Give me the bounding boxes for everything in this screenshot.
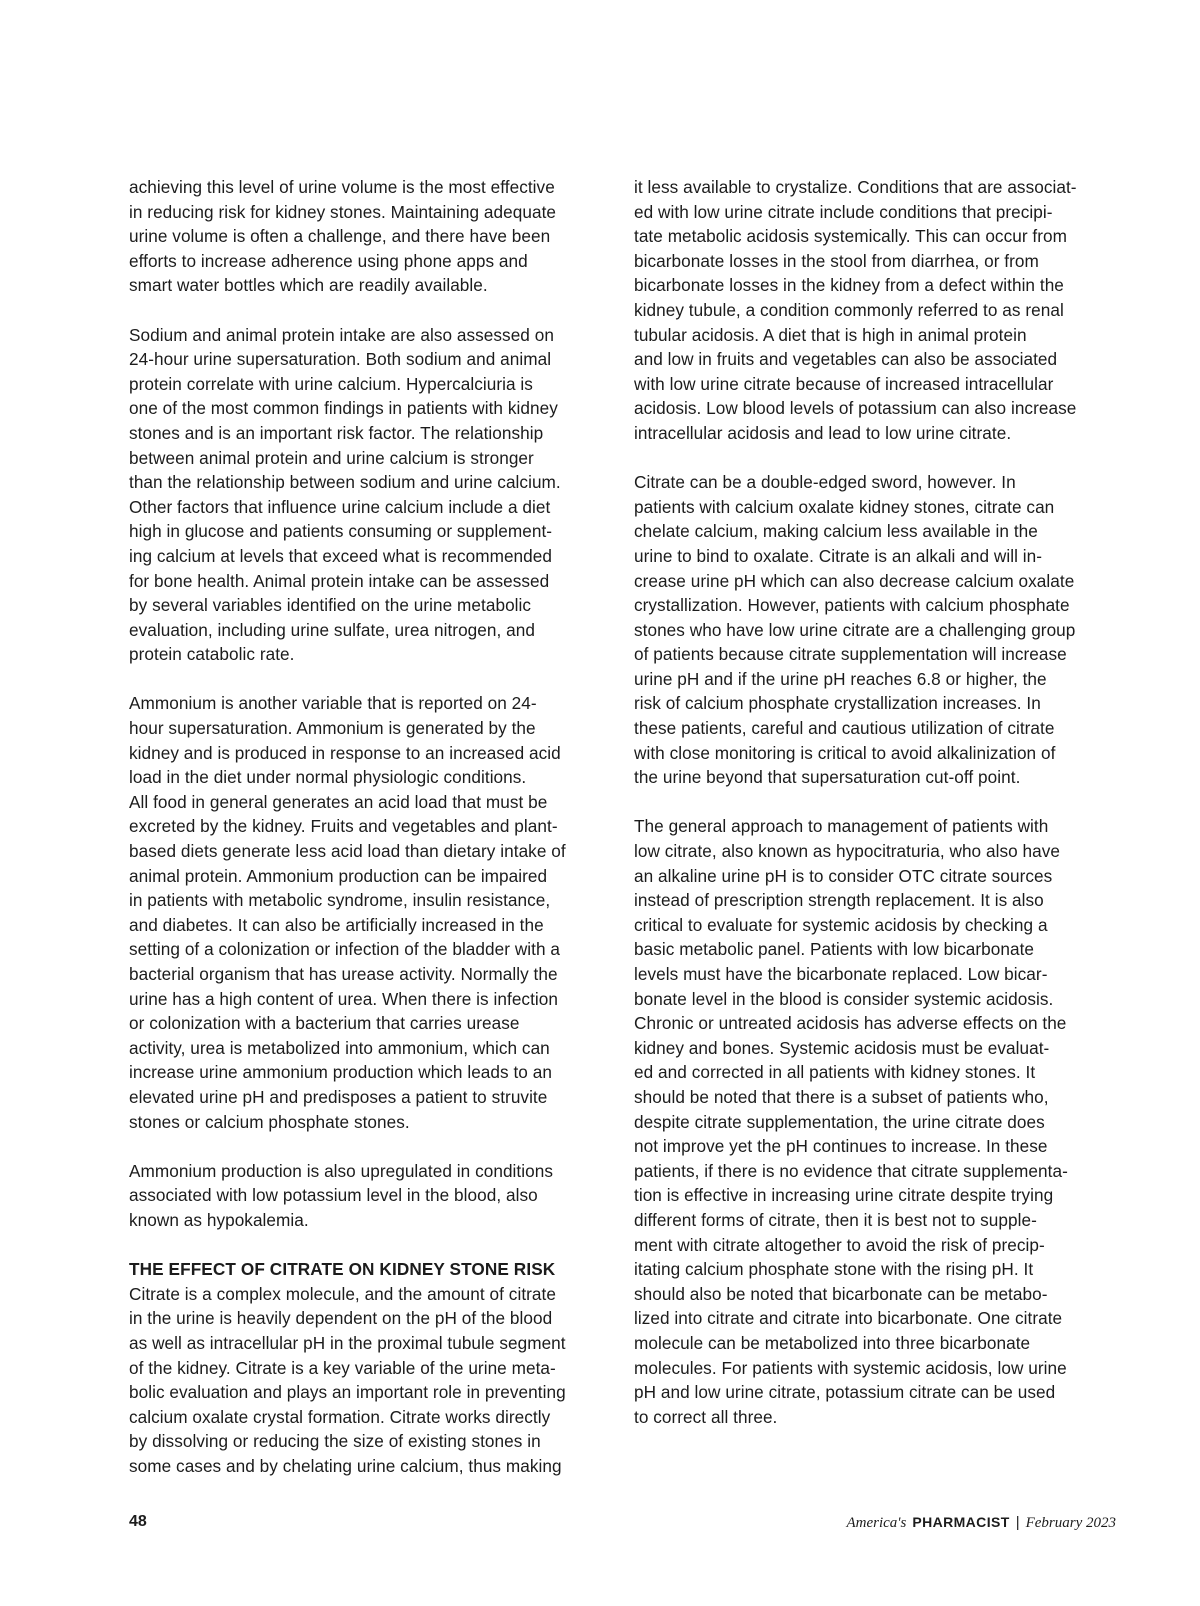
paragraph: [634, 814, 1124, 1429]
text-line: patients with calcium oxalate kidney stones, citrate can: [634, 496, 1055, 517]
text-line: than the relationship between sodium and urine calcium.: [129, 472, 561, 493]
text-line: with low urine citrate because of increased intracellular: [634, 373, 1054, 394]
text-line: The general approach to management of patients with: [634, 816, 1049, 837]
text-line: crystallization. However, patients with calcium phosphate: [634, 595, 1070, 616]
text-line: protein catabolic rate.: [129, 644, 295, 665]
text-line: these patients, careful and cautious utilization of citrate: [634, 718, 1055, 739]
text-line: Citrate is a complex molecule, and the amount of citrate: [129, 1283, 556, 1304]
text-line: protein correlate with urine calcium. Hypercalciuria is: [129, 373, 533, 394]
text-line: ed with low urine citrate include conditions that precipi-: [634, 201, 1053, 222]
section-heading: THE EFFECT OF CITRATE ON KIDNEY STONE RISK: [129, 1259, 556, 1280]
text-line: All food in general generates an acid load that must be: [129, 791, 548, 812]
text-line: achieving this level of urine volume is the most effective: [129, 177, 555, 197]
text-line: molecules. For patients with systemic acidosis, low urine: [634, 1357, 1067, 1378]
magazine-name: America's: [846, 1515, 907, 1531]
text-line: stones or calcium phosphate stones.: [129, 1111, 410, 1132]
text-line: as well as intracellular pH in the proximal tubule segment: [129, 1332, 566, 1353]
text-line: with close monitoring is critical to avoid alkalinization of: [634, 742, 1056, 763]
text-line: excreted by the kidney. Fruits and vegetables and plant-: [129, 816, 558, 837]
text-line: should also be noted that bicarbonate can be metabo-: [634, 1283, 1048, 1304]
text-line: of the kidney. Citrate is a key variable of the urine meta-: [129, 1357, 556, 1378]
text-line: should be noted that there is a subset of patients who,: [634, 1086, 1049, 1107]
text-line: tubular acidosis. A diet that is high in animal protein: [634, 324, 1027, 345]
text-line: crease urine pH which can also decrease calcium oxalate: [634, 570, 1075, 591]
issue-date: February 2023: [1025, 1515, 1116, 1531]
text-line: smart water bottles which are readily available.: [129, 275, 488, 296]
text-line: known as hypokalemia.: [129, 1209, 309, 1230]
text-line: kidney and is produced in response to an increased acid: [129, 742, 561, 763]
paragraph: [129, 1159, 619, 1233]
text-line: efforts to increase adherence using phone apps and: [129, 250, 528, 271]
text-line: levels must have the bicarbonate replaced. Low bicar-: [634, 964, 1048, 984]
text-line: different forms of citrate, then it is best not to supple-: [634, 1209, 1037, 1230]
text-line: of patients because citrate supplementation will increase: [634, 644, 1067, 665]
text-line: not improve yet the pH continues to increase. In these: [634, 1136, 1048, 1157]
text-line: tion is effective in increasing urine citrate despite trying: [634, 1185, 1054, 1206]
text-line: Sodium and animal protein intake are also assessed on: [129, 324, 554, 345]
magazine-masthead: [846, 1512, 1116, 1533]
text-line: itating calcium phosphate stone with the rising pH. It: [634, 1259, 1034, 1280]
paragraph: [129, 691, 619, 1134]
text-line: based diets generate less acid load than dietary intake of: [129, 841, 566, 862]
text-line: high in glucose and patients consuming or supplement-: [129, 521, 553, 542]
left-column: [129, 175, 619, 1478]
text-line: 24-hour urine supersaturation. Both sodium and animal: [129, 349, 552, 370]
text-line: evaluation, including urine sulfate, urea nitrogen, and: [129, 619, 535, 640]
text-line: and low in fruits and vegetables can also be associated: [634, 349, 1058, 370]
text-line: pH and low urine citrate, potassium citrate can be used: [634, 1382, 1056, 1403]
text-line: basic metabolic panel. Patients with low bicarbonate: [634, 939, 1035, 960]
text-line: ing calcium at levels that exceed what is recommended: [129, 545, 552, 566]
text-line: tate metabolic acidosis systemically. This can occur from: [634, 226, 1068, 247]
text-line: for bone health. Animal protein intake can be assessed: [129, 570, 550, 591]
text-line: bicarbonate losses in the kidney from a defect within the: [634, 275, 1064, 296]
text-line: some cases and by chelating urine calcium, thus making: [129, 1455, 562, 1476]
text-line: bolic evaluation and plays an important role in preventing: [129, 1382, 566, 1403]
text-line: associated with low potassium level in the blood, also: [129, 1185, 538, 1206]
text-line: in the urine is heavily dependent on the pH of the blood: [129, 1308, 553, 1329]
magazine-brand: PHARMACIST: [912, 1514, 1010, 1530]
text-line: kidney and bones. Systemic acidosis must be evaluat-: [634, 1037, 1050, 1058]
text-line: between animal protein and urine calcium is stronger: [129, 447, 534, 468]
text-line: bicarbonate losses in the stool from diarrhea, or from: [634, 250, 1039, 271]
paragraph: [129, 323, 619, 667]
text-line: stones and is an important risk factor. The relationship: [129, 422, 544, 443]
text-line: hour supersaturation. Ammonium is generated by the: [129, 718, 536, 739]
paragraph: [129, 1282, 619, 1479]
text-line: urine has a high content of urea. When there is infection: [129, 988, 558, 1009]
text-line: it less available to crystalize. Conditions that are associat-: [634, 177, 1077, 197]
text-line: chelate calcium, making calcium less available in the: [634, 521, 1038, 542]
text-line: Chronic or untreated acidosis has adverse effects on the: [634, 1013, 1067, 1034]
page-number: 48: [129, 1513, 147, 1530]
text-line: an alkaline urine pH is to consider OTC citrate sources: [634, 865, 1053, 886]
text-line: low citrate, also known as hypocitraturia, who also have: [634, 841, 1061, 862]
text-line: animal protein. Ammonium production can be impaired: [129, 865, 548, 886]
text-line: patients, if there is no evidence that citrate supplementa-: [634, 1160, 1068, 1181]
text-line: or colonization with a bacterium that carries urease: [129, 1013, 520, 1034]
text-line: Ammonium production is also upregulated in conditions: [129, 1160, 553, 1181]
text-line: one of the most common findings in patients with kidney: [129, 398, 558, 419]
right-column: [634, 175, 1124, 1429]
text-line: elevated urine pH and predisposes a patient to struvite: [129, 1086, 548, 1107]
text-line: lized into citrate and citrate into bicarbonate. One citrate: [634, 1308, 1063, 1329]
text-line: setting of a colonization or infection of the bladder with a: [129, 939, 561, 960]
text-line: urine to bind to oxalate. Citrate is an alkali and will in-: [634, 545, 1043, 566]
text-line: in reducing risk for kidney stones. Maintaining adequate: [129, 201, 557, 222]
text-line: kidney tubule, a condition commonly referred to as renal: [634, 299, 1064, 320]
text-line: the urine beyond that supersaturation cut-off point.: [634, 767, 1021, 788]
text-line: Ammonium is another variable that is reported on 24-: [129, 693, 537, 714]
text-line: ment with citrate altogether to avoid the risk of precip-: [634, 1234, 1045, 1255]
text-line: by several variables identified on the urine metabolic: [129, 595, 532, 616]
paragraph: [634, 470, 1124, 790]
text-line: urine volume is often a challenge, and there have been: [129, 226, 551, 247]
masthead-separator: |: [1015, 1514, 1020, 1531]
text-line: and diabetes. It can also be artificially increased in the: [129, 914, 544, 935]
text-line: ed and corrected in all patients with kidney stones. It: [634, 1062, 1036, 1083]
text-line: instead of prescription strength replacement. It is also: [634, 890, 1044, 911]
text-line: in patients with metabolic syndrome, insulin resistance,: [129, 890, 551, 911]
paragraph: [634, 175, 1124, 446]
text-line: calcium oxalate crystal formation. Citrate works directly: [129, 1406, 551, 1427]
text-line: to correct all three.: [634, 1406, 778, 1427]
text-line: bacterial organism that has urease activity. Normally the: [129, 964, 558, 984]
text-line: despite citrate supplementation, the urine citrate does: [634, 1111, 1045, 1132]
text-line: increase urine ammonium production which leads to an: [129, 1062, 552, 1083]
text-line: Citrate can be a double-edged sword, however. In: [634, 472, 1016, 493]
text-line: critical to evaluate for systemic acidosis by checking a: [634, 914, 1048, 935]
text-line: urine pH and if the urine pH reaches 6.8 or higher, the: [634, 668, 1047, 689]
text-line: molecule can be metabolized into three bicarbonate: [634, 1332, 1031, 1353]
paragraph: [129, 175, 619, 298]
text-line: stones who have low urine citrate are a challenging group: [634, 619, 1076, 640]
text-line: acidosis. Low blood levels of potassium can also increase: [634, 398, 1077, 419]
text-line: intracellular acidosis and lead to low urine citrate.: [634, 422, 1012, 443]
text-line: bonate level in the blood is consider systemic acidosis.: [634, 988, 1054, 1009]
text-line: risk of calcium phosphate crystallization increases. In: [634, 693, 1041, 714]
text-line: load in the diet under normal physiologic conditions.: [129, 767, 527, 788]
text-line: by dissolving or reducing the size of existing stones in: [129, 1431, 541, 1452]
text-line: Other factors that influence urine calcium include a diet: [129, 496, 551, 517]
text-line: activity, urea is metabolized into ammonium, which can: [129, 1037, 550, 1058]
